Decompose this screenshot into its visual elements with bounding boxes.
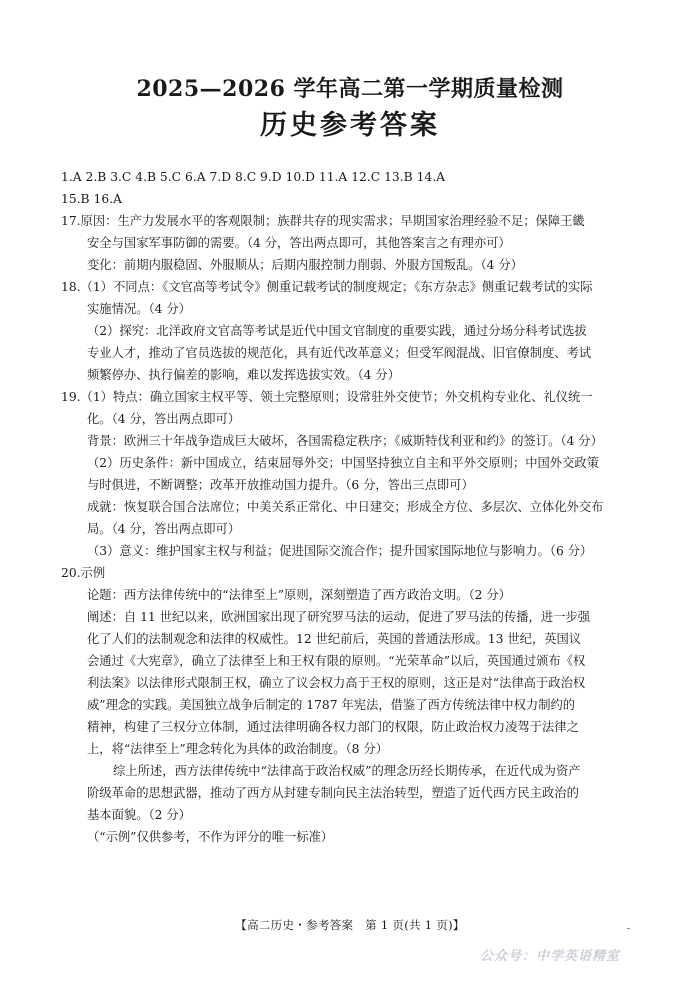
page-footer: 【高二历史・参考答案 第 1 页(共 1 页)】 bbox=[235, 918, 465, 932]
question-19-answer bbox=[61, 386, 639, 562]
q20-line-10: 综上所述，西方法律传统中“法律高于政治权威”的理念历经长期传承，在近代成为资产 bbox=[113, 764, 581, 778]
question-18-answer bbox=[61, 276, 639, 386]
q17-line-2: 安全与国家军事防御的需要。（4 分，答出两点即可，其他答案言之有理亦可） bbox=[87, 236, 511, 250]
q17-line-1: 17.原因：生产力发展水平的客观限制；族群共存的现实需求；早期国家治理经验不足；保障王畿 bbox=[61, 214, 585, 228]
q19-line-3: 背景：欧洲三十年战争造成巨大破坏，各国需稳定秩序；《威斯特伐利亚和约》的签订。（4 分） bbox=[87, 434, 603, 448]
q19-line-8: （3）意义：维护国家主权与利益；促进国际交流合作；提升国家国际地位与影响力。（6 分） bbox=[87, 544, 593, 558]
q20-line-6: 利法案》以法律形式限制王权，确立了议会权力高于王权的原则，这正是对“法律高于政治权 bbox=[87, 676, 586, 690]
q19-line-6: 成就：恢复联合国合法席位；中美关系正常化、中日建交；形成全方位、多层次、立体化外交布 bbox=[87, 500, 604, 514]
answer-content bbox=[61, 166, 639, 848]
q20-line-3: 阐述：自 11 世纪以来，欧洲国家出现了研究罗马法的运动，促进了罗马法的传播，进一步强 bbox=[87, 610, 591, 624]
q20-line-11: 阶级革命的思想武器，推动了西方从封建专制向民主法治转型，塑造了近代西方民主政治的 bbox=[87, 786, 579, 800]
exam-title: 2025—2026 学年高二第一学期质量检测 bbox=[136, 76, 564, 102]
q20-line-7: 威”理念的实践。美国独立战争后制定的 1787 年宪法，借鉴了西方传统法律中权力制约的 bbox=[87, 698, 576, 712]
q20-line-12: 基本面貌。（2 分） bbox=[87, 808, 191, 822]
q18-line-3: （2）探究：北洋政府文官高等考试是近代中国文官制度的重要实践，通过分场分科考试选拔 bbox=[87, 324, 587, 338]
q18-line-2: 实施情况。（4 分） bbox=[87, 302, 191, 316]
q20-line-4: 化了人们的法制观念和法律的权威性。12 世纪前后，英国的普通法形成。13 世纪，英国议 bbox=[87, 632, 582, 646]
q20-line-1: 20.示例 bbox=[61, 566, 106, 580]
mc-answers-row-1: 1.A 2.B 3.C 4.B 5.C 6.A 7.D 8.C 9.D 10.D 11.A 12.C 13.B 14.A bbox=[61, 170, 446, 184]
q18-line-5: 频繁停办、执行偏差的影响，难以发挥选拔实效。（4 分） bbox=[87, 368, 401, 382]
q18-line-4: 专业人才，推动了官员选拔的规范化，具有近代改革意义；但受军阀混战、旧官僚制度、考试 bbox=[87, 346, 592, 360]
q20-line-5: 会通过《大宪章》，确立了法律至上和王权有限的原则。“光荣革命”以后，英国通过颁布《权 bbox=[87, 654, 586, 668]
q18-line-1: 18.（1）不同点：《文官高等考试令》侧重记载考试的制度规定；《东方杂志》侧重记载考试的实际 bbox=[61, 280, 593, 294]
answer-key-title: 历史参考答案 bbox=[260, 110, 440, 141]
q20-line-9: 上，将“法律至上”理念转化为具体的政治制度。（8 分） bbox=[87, 742, 388, 756]
q19-line-2: 化。（4 分，答出两点即可） bbox=[87, 412, 241, 426]
q17-line-3: 变化：前期内服稳固、外服顺从；后期内服控制力削弱、外服方国叛乱。（4 分） bbox=[87, 258, 523, 272]
stray-mark bbox=[627, 928, 630, 929]
q20-line-8: 精神，构建了三权分立体制，通过法律明确各权力部门的权限，防止政治权力凌驾于法律之 bbox=[87, 720, 579, 734]
q19-line-7: 局。（4 分，答出两点即可） bbox=[87, 522, 241, 536]
watermark: 公众号：中学英语精室 bbox=[480, 949, 621, 964]
question-20-answer bbox=[61, 562, 639, 848]
q20-line-2: 论题：西方法律传统中的“法律至上”原则，深刻塑造了西方政治文明。（2 分） bbox=[87, 588, 511, 602]
q20-line-13: （“示例”仅供参考，不作为评分的唯一标准） bbox=[87, 830, 334, 844]
question-17-answer bbox=[61, 210, 639, 276]
q19-line-1: 19.（1）特点：确立国家主权平等、领土完整原则；设常驻外交使节；外交机构专业化、礼仪统一 bbox=[61, 390, 593, 404]
multiple-choice-answers bbox=[61, 166, 639, 210]
q19-line-5: 与时俱进，不断调整；改革开放推动国力提升。（6 分，答出三点即可） bbox=[87, 478, 474, 492]
q19-line-4: （2）历史条件：新中国成立，结束屈辱外交；中国坚持独立自主和平外交原则；中国外交政策 bbox=[87, 456, 599, 470]
mc-answers-row-2: 15.B 16.A bbox=[61, 192, 122, 206]
